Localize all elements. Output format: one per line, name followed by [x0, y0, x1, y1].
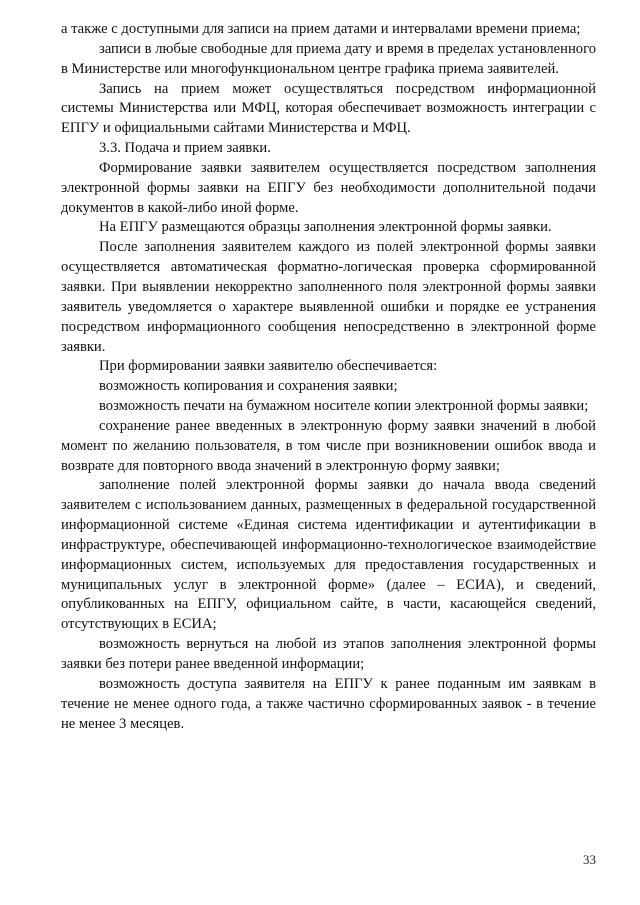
- page-number: 33: [583, 852, 596, 867]
- paragraph: После заполнения заявителем каждого из полей электронной формы заявки осуществляется автоматическая форматно-логическая проверка сформированной заявки. При выявлении некорректно заполненного поля электронной формы заявки заявитель уведомляется о характере выявленной ошибки и порядке ее устранения посредством информационного сообщения непосредственно в электронной форме заявки.: [61, 239, 596, 355]
- paragraph: а также с доступными для записи на прием датами и интервалами времени приема;: [61, 21, 581, 37]
- paragraph: На ЕПГУ размещаются образцы заполнения электронной формы заявки.: [99, 219, 552, 236]
- paragraph: записи в любые свободные для приема дату и время в пределах установленного в Министерстве или многофункциональном центре графика приема заявителей.: [61, 40, 596, 77]
- paragraph: При формировании заявки заявителю обеспечивается:: [99, 358, 438, 375]
- list-item: сохранение ранее введенных в электронную форму заявки значений в любой момент по желанию пользователя, в том числе при возникновении ошибок ввода и возврате для повторного ввода значений в электронную форму заявки;: [61, 417, 596, 474]
- list-item: возможность доступа заявителя на ЕПГУ к ранее поданным им заявкам в течение не менее одного года, а также частично сформированных заявок - в течение не менее 3 месяцев.: [61, 675, 596, 732]
- paragraph: Запись на прием может осуществляться посредством информационной системы Министерства или МФЦ, которая обеспечивает возможность интеграции с ЕПГУ и официальными сайтами Министерства и МФЦ.: [61, 80, 596, 137]
- list-item: возможность печати на бумажном носителе копии электронной формы заявки;: [99, 398, 589, 415]
- list-item: возможность копирования и сохранения заявки;: [99, 378, 398, 395]
- paragraph: Формирование заявки заявителем осуществляется посредством заполнения электронной формы заявки на ЕПГУ без необходимости дополнительной подачи документов в какой-либо иной форме.: [61, 159, 596, 216]
- section-heading: 3.3. Подача и прием заявки.: [99, 140, 271, 157]
- list-item: возможность вернуться на любой из этапов заполнения электронной формы заявки без потери ранее введенной информации;: [61, 636, 596, 672]
- document-body: [61, 20, 596, 734]
- list-item: заполнение полей электронной формы заявки до начала ввода сведений заявителем с использованием данных, размещенных в федеральной государственной информационной системе «Единая система идентификации и аутентификации в инфраструктуре, обеспечивающей информационно-технологическое взаимодействие информационных систем, используемых для предоставления государственных и муниципальных услуг в электронной форме» (далее – ЕСИА), и сведений, опубликованных на ЕПГУ, официальном сайте, в части, касающейся сведений, отсутствующих в ЕСИА;: [61, 477, 596, 633]
